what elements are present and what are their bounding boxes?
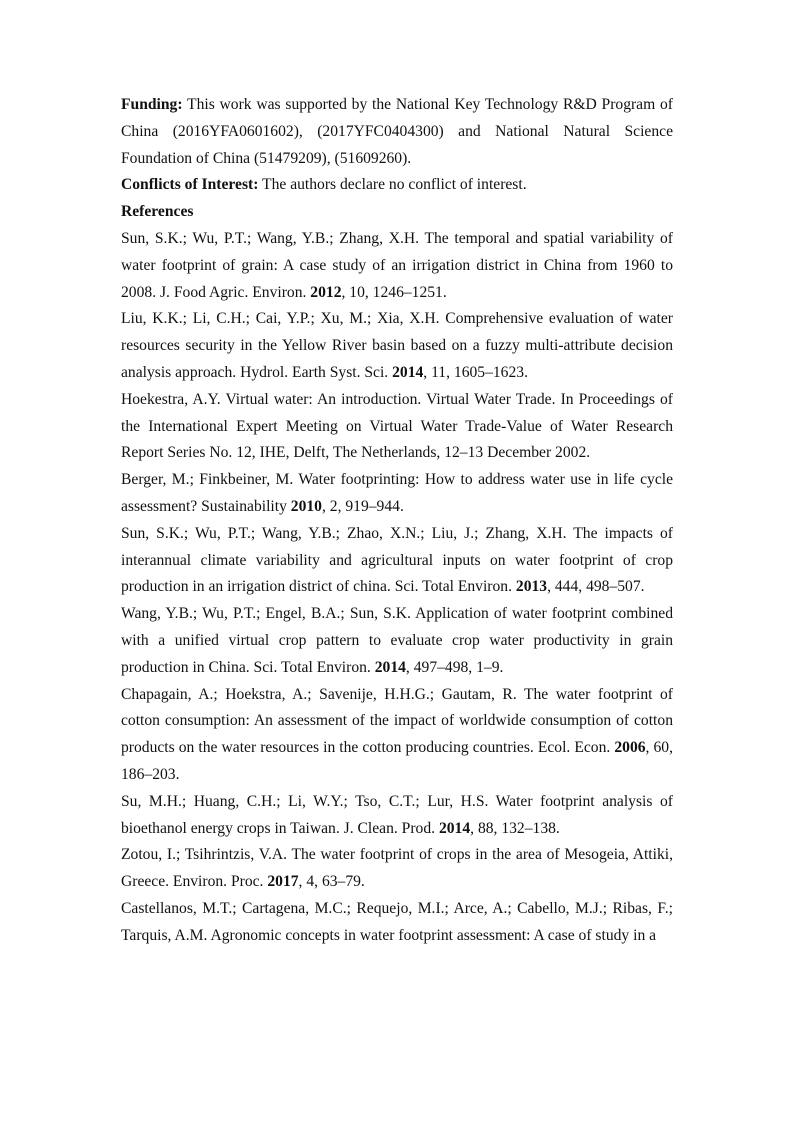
reference-text: Zotou, I.; Tsihrintzis, V.A. The water footprint of crops in the area of Mesogeia, Attiki, Greece. Environ. Proc. — [121, 846, 673, 891]
reference-details: , 444, 498–507. — [547, 578, 645, 596]
funding-text: This work was supported by the National Key Technology R&D Program of China (2016YFA0601602), (2017YFC0404300) and National Natural Science Foundation of China (51479209), (51609260). — [121, 96, 673, 167]
conflicts-text: The authors declare no conflict of interest. — [258, 176, 527, 194]
reference-text: Hoekestra, A.Y. Virtual water: An introduction. Virtual Water Trade. In Proceedings of the International Expert Meeting on Virtual Water Trade-Value of Water Research Report Series No. 12, IHE, Delft, The Netherlands, 12–13 December 2002. — [121, 390, 673, 462]
reference-year: 2012 — [310, 283, 342, 301]
reference-text: Sun, S.K.; Wu, P.T.; Wang, Y.B.; Zhao, X.N.; Liu, J.; Zhang, X.H. The impacts of interannual climate variability and agricultural inputs on water footprint of crop production in an irrigation district of china. Sci. Total Environ. — [121, 524, 673, 596]
reference-year: 2010 — [290, 497, 322, 515]
conflicts-label: Conflicts of Interest: — [121, 176, 259, 194]
reference-details: , 88, 132–138. — [470, 819, 560, 837]
reference-text: Su, M.H.; Huang, C.H.; Li, W.Y.; Tso, C.T.; Lur, H.S. Water footprint analysis of bioethanol energy crops in Taiwan. J. Clean. Prod. — [121, 792, 673, 837]
reference-year: 2017 — [267, 873, 299, 891]
reference-item — [121, 682, 673, 789]
reference-item — [121, 896, 673, 950]
reference-text: Berger, M.; Finkbeiner, M. Water footprinting: How to address water use in life cycle assessment? Sustainability — [121, 471, 673, 515]
reference-item — [121, 467, 673, 521]
reference-year: 2013 — [515, 578, 548, 596]
reference-list — [121, 226, 673, 950]
reference-item — [121, 306, 673, 386]
document-page — [121, 92, 673, 950]
reference-item — [121, 387, 673, 467]
references-heading: References — [121, 203, 194, 221]
reference-details: , 4, 63–79. — [298, 873, 365, 891]
reference-item — [121, 226, 673, 306]
reference-text: Wang, Y.B.; Wu, P.T.; Engel, B.A.; Sun, S.K. Application of water footprint combined with a unified virtual crop pattern to evaluate crop water productivity in grain production in China. Sci. Total Environ. — [121, 605, 673, 676]
conflicts-statement — [121, 172, 673, 199]
reference-details: , 60, 186–203. — [121, 739, 673, 783]
reference-text: Sun, S.K.; Wu, P.T.; Wang, Y.B.; Zhang, X.H. The temporal and spatial variability of water footprint of grain: A case study of an irrigation district in China from 1960 to 2008. J. Food Agric. Environ. — [121, 229, 673, 301]
reference-details: , 2, 919–944. — [321, 497, 404, 515]
reference-text: Chapagain, A.; Hoekstra, A.; Savenije, H.H.G.; Gautam, R. The water footprint of cotton consumption: An assessment of the impact of worldwide consumption of cotton products on the water resources in the cotton producing countries. Ecol. Econ. — [121, 685, 673, 757]
reference-year: 2006 — [614, 739, 646, 757]
reference-year: 2014 — [392, 363, 424, 381]
funding-statement — [121, 92, 673, 172]
reference-details: , 10, 1246–1251. — [341, 283, 447, 301]
reference-details: , 11, 1605–1623. — [423, 363, 528, 381]
funding-label: Funding: — [121, 96, 183, 113]
reference-year: 2014 — [374, 658, 406, 676]
reference-item — [121, 842, 673, 896]
reference-text: Castellanos, M.T.; Cartagena, M.C.; Requejo, M.I.; Arce, A.; Cabello, M.J.; Ribas, F.; Tarquis, A.M. Agronomic concepts in water footprint assessment: A case of study in a — [121, 899, 673, 944]
reference-item — [121, 601, 673, 681]
reference-item — [121, 789, 673, 843]
reference-text: Liu, K.K.; Li, C.H.; Cai, Y.P.; Xu, M.; Xia, X.H. Comprehensive evaluation of water resources security in the Yellow River basin based on a fuzzy multi-attribute decision analysis approach. Hydrol. Earth Syst. Sci. — [121, 310, 673, 381]
reference-details: , 497–498, 1–9. — [405, 658, 504, 676]
reference-year: 2014 — [438, 819, 471, 837]
reference-item — [121, 521, 673, 601]
